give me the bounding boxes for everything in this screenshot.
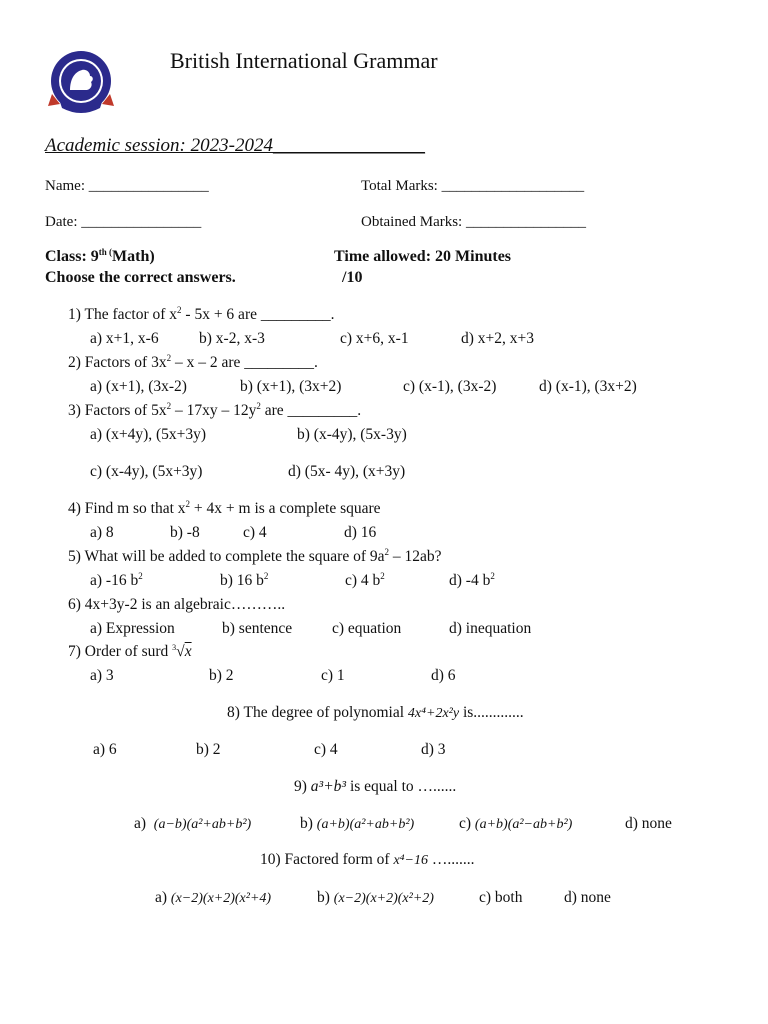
q8-option-a: a) 6 xyxy=(93,741,117,758)
radical-sign-icon: √ xyxy=(176,643,185,660)
q8-option-d: d) 3 xyxy=(421,741,446,758)
q1-option-d: d) x+2, x+3 xyxy=(461,330,535,347)
question-3: 3) Factors of $5x^2 - 17xy - 12y^2$ are _________. xyxy=(68,401,362,419)
question-5: 5) What will be added to complete the square of $9a^2 - 12ab$? xyxy=(68,547,442,565)
q3-option-c: c) (x-4y), (5x+3y) xyxy=(90,463,203,480)
q7-option-d: d) 6 xyxy=(431,667,456,684)
q2-option-d: d) (x-1), (3x+2) xyxy=(539,378,637,395)
q1-option-b: b) x-2, x-3 xyxy=(199,330,265,347)
class-label: Class: $9^{th (}Math$) xyxy=(45,247,155,265)
school-crest-logo xyxy=(46,50,116,116)
q6-option-a: a) Expression xyxy=(90,620,175,637)
q8-option-b: b) 2 xyxy=(196,741,221,758)
question-4: 4) Find m so that $x^2 + 4x + m$ is a complete square xyxy=(68,499,381,517)
q2-option-c: c) (x-1), (3x-2) xyxy=(403,378,497,395)
q10-option-c: c) both xyxy=(479,889,523,906)
q2-option-a: a) (x+1), (3x-2) xyxy=(90,378,187,395)
name-field: Name: ________________ xyxy=(45,178,209,194)
score-out-of: /10 xyxy=(342,269,363,286)
q9-option-b: b) (a+b)(a²+ab+b²) xyxy=(300,815,415,832)
q5-option-d: d) -4 $b^2$ xyxy=(449,571,495,589)
q6-option-c: c) equation xyxy=(332,620,402,637)
question-10: 10) Factored form of x⁴−16 …....... xyxy=(260,851,475,868)
q3-option-d: d) (5x- 4y), (x+3y) xyxy=(288,463,406,480)
q1-option-c: c) x+6, x-1 xyxy=(340,330,409,347)
time-allowed: Time allowed: 20 Minutes xyxy=(334,248,512,265)
q10-option-a: a) (x−2)(x+2)(x²+4) xyxy=(155,889,272,906)
q6-option-b: b) sentence xyxy=(222,620,293,637)
q7-option-b: b) 2 xyxy=(209,667,234,684)
q4-option-a: a) 8 xyxy=(90,524,114,541)
question-6: 6) 4x+3y-2 is an algebraic……….. xyxy=(68,596,286,613)
q4-option-d: d) 16 xyxy=(344,524,377,541)
q5-option-a: a) -16 $b^2$ xyxy=(90,571,143,589)
q2-option-b: b) (x+1), (3x+2) xyxy=(240,378,342,395)
academic-session: Academic session: 2023-2024________________ xyxy=(45,135,425,156)
date-field: Date: ________________ xyxy=(45,214,202,230)
q9-option-a: a) (a−b)(a²+ab+b²) xyxy=(134,815,252,832)
q7-option-a: a) 3 xyxy=(90,667,114,684)
q7-option-c: c) 1 xyxy=(321,667,345,684)
q4-option-c: c) 4 xyxy=(243,524,267,541)
question-9: 9) a³+b³ is equal to …...... xyxy=(294,778,457,795)
q3-option-b: b) (x-4y), (5x-3y) xyxy=(297,426,407,443)
q9-option-d: d) none xyxy=(625,815,672,832)
question-8: 8) The degree of polynomial 4x⁴+2x²y is............. xyxy=(227,704,524,721)
total-marks-field: Total Marks: ___________________ xyxy=(361,178,585,194)
q10-option-d: d) none xyxy=(564,889,611,906)
q8-option-c: c) 4 xyxy=(314,741,338,758)
school-name: British International Grammar xyxy=(170,48,438,73)
question-2: 2) Factors of $3x^2$ – x – 2 are _________. xyxy=(68,353,318,371)
q10-option-b: b) (x−2)(x+2)(x²+2) xyxy=(317,889,434,906)
q5-option-c: c) 4 $b^2$ xyxy=(345,571,385,589)
q9-option-c: c) (a+b)(a²−ab+b²) xyxy=(459,815,573,832)
instruction: Choose the correct answers. xyxy=(45,269,236,286)
q1-option-a: a) x+1, x-6 xyxy=(90,330,159,347)
q5-option-b: b) 16 $b^2$ xyxy=(220,571,269,589)
question-1: 1) The factor of $x^2 - 5x + 6$ are _________. xyxy=(68,305,335,323)
q6-option-d: d) inequation xyxy=(449,620,532,637)
question-7: 7) Order of surd $^3$√x xyxy=(68,643,192,660)
obtained-marks-field: Obtained Marks: ________________ xyxy=(361,214,586,230)
q3-option-a: a) (x+4y), (5x+3y) xyxy=(90,426,207,443)
q4-option-b: b) -8 xyxy=(170,524,200,541)
